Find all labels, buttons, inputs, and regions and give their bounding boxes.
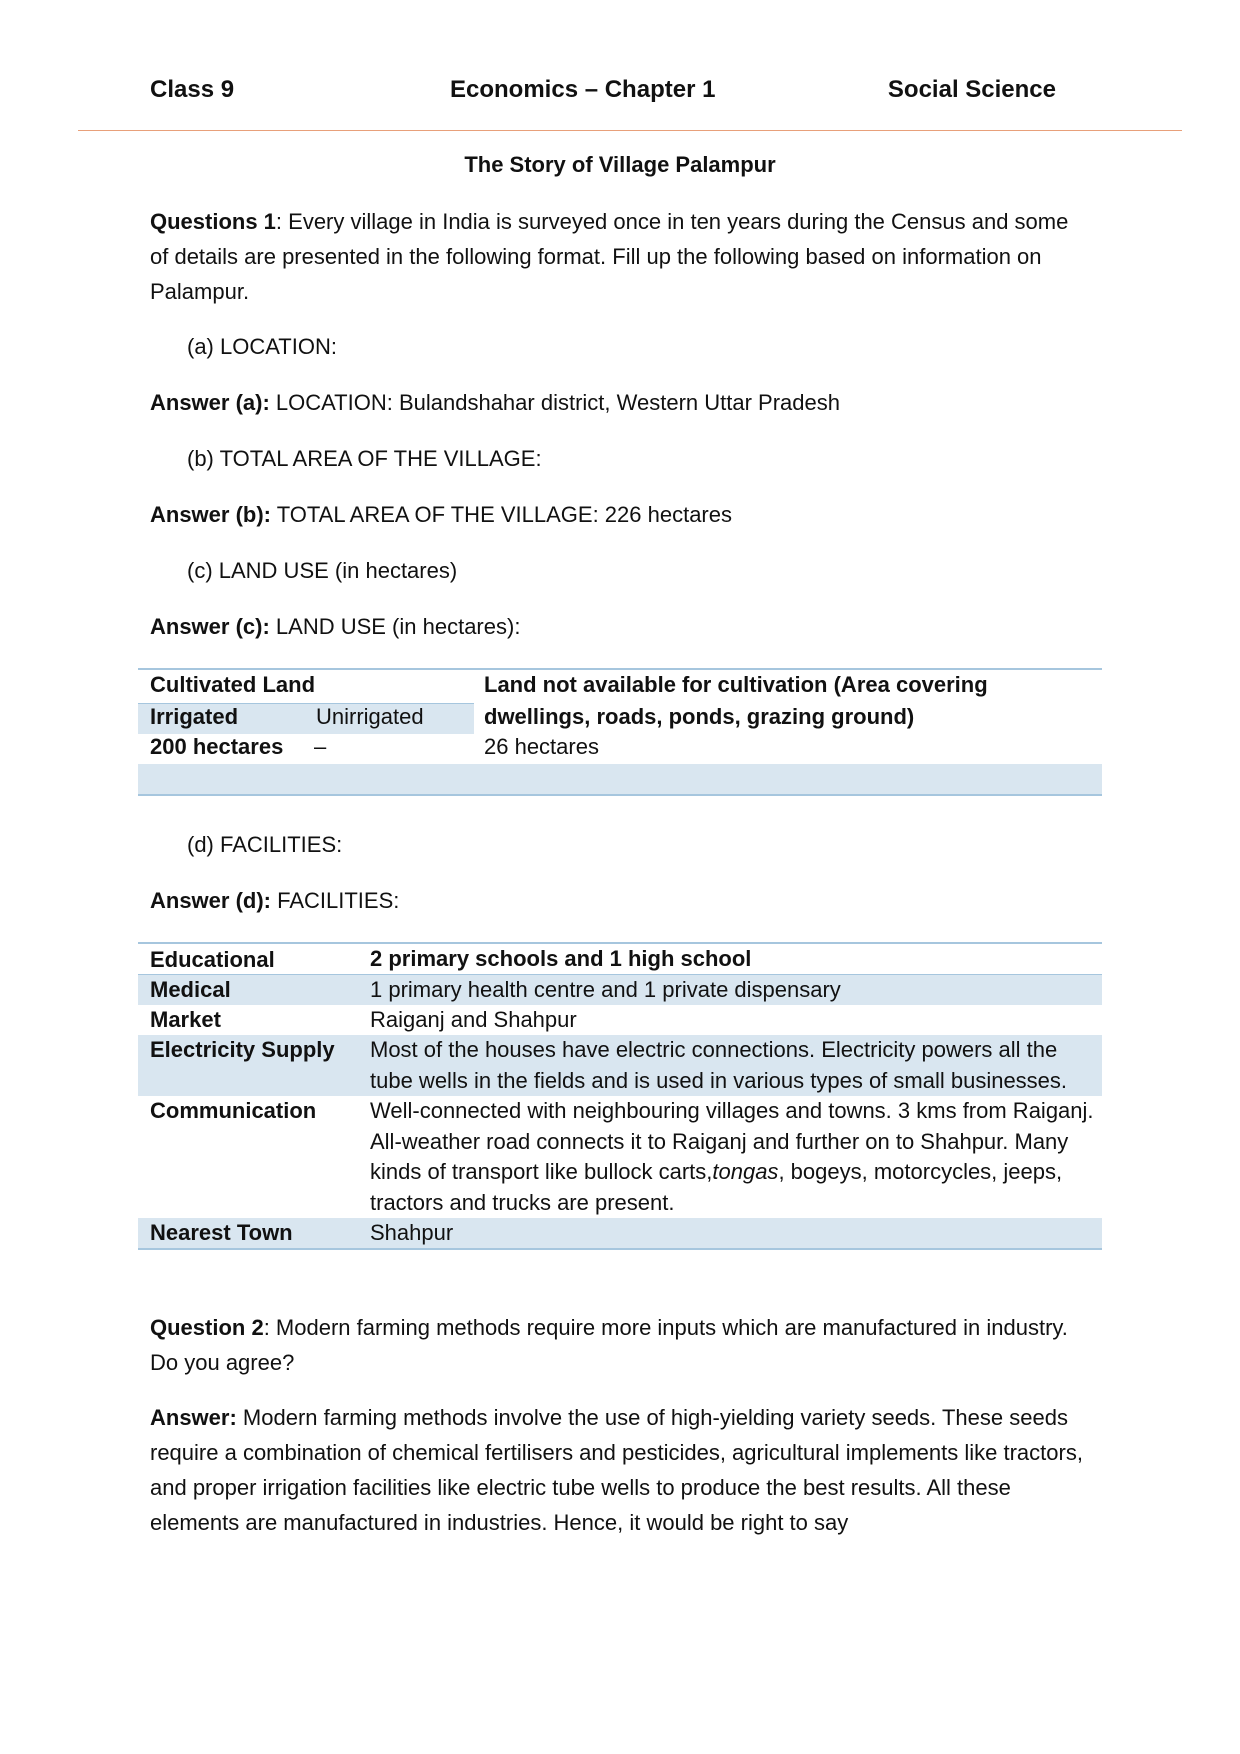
table-row: [138, 1035, 1102, 1096]
page-title: The Story of Village Palampur: [464, 152, 776, 177]
facility-value-part: Well-connected with neighbouring villages and towns. 3 kms from Raiganj. All-weather road connects it to Raiganj and further on to Shahpur. Many kinds of transport like bullock carts,: [370, 1098, 1094, 1184]
table-row: [138, 974, 1102, 1005]
answer-c-text: LAND USE (in hectares):: [269, 614, 521, 639]
facility-value: 1 primary health centre and 1 private dispensary: [370, 977, 841, 1002]
irrigated-value: 200 hectares: [150, 734, 284, 759]
facility-label: Nearest Town: [150, 1220, 293, 1245]
table-row: [138, 1096, 1102, 1218]
answer-d-label: Answer (d):: [150, 888, 271, 913]
header-class: Class 9: [150, 76, 235, 103]
facility-value-part: , bogeys, motorcycles, jeeps, tractors and trucks are present.: [370, 1159, 1063, 1215]
not-available-value: 26 hectares: [484, 734, 599, 759]
header-divider: [78, 130, 1182, 131]
answer-2: [150, 1400, 1090, 1540]
answer-2-text: Modern farming methods involve the use of high-yielding variety seeds. These seeds require a combination of chemical fertilisers and pesticides, agricultural implements like tractors, and proper irrigation facilities like electric tube wells to produce the best results. All these elements are manufactured in industries. Hence, it would be right to say: [150, 1405, 1083, 1535]
not-available-header-line1: Land not available for cultivation (Area covering: [484, 672, 988, 697]
irrigated-header: Irrigated: [150, 704, 239, 729]
answer-c: [150, 609, 1090, 644]
answer-a: [150, 385, 1090, 420]
table-row: [138, 1218, 1102, 1248]
facility-value-italic: tongas: [712, 1159, 779, 1184]
question-2-text: : Modern farming methods require more inputs which are manufactured in industry. Do you agree?: [150, 1315, 1068, 1375]
unirrigated-header: Unirrigated: [316, 704, 424, 729]
land-use-table: [138, 668, 1102, 796]
table-row: [138, 1005, 1102, 1035]
facility-value: Raiganj and Shahpur: [370, 1007, 577, 1032]
answer-d: [150, 883, 1090, 918]
table-bottom-border: [138, 794, 1102, 796]
empty-row-shade: [138, 764, 1102, 794]
table-bottom-border: [138, 1248, 1102, 1250]
header-subject: Social Science: [887, 76, 1056, 103]
item-a: (a) LOCATION:: [187, 334, 337, 359]
facility-value: Most of the houses have electric connections. Electricity powers all the tube wells in the fields and is used in various types of small businesses.: [370, 1037, 1068, 1093]
table-row: [138, 944, 1102, 974]
answer-2-label: Answer:: [150, 1405, 237, 1430]
facility-label: Electricity Supply: [150, 1037, 335, 1062]
answer-d-text: FACILITIES:: [271, 888, 400, 913]
answer-a-text: LOCATION: Bulandshahar district, Western Uttar Pradesh: [269, 390, 840, 415]
header-chapter: Economics – Chapter 1: [450, 76, 716, 103]
facility-value: [370, 1096, 1095, 1218]
answer-b-label: Answer (b):: [150, 502, 271, 527]
unirrigated-value: –: [314, 734, 327, 759]
answer-c-label: Answer (c):: [150, 614, 270, 639]
question-1-text: : Every village in India is surveyed once in ten years during the Census and some of details are presented in the following format. Fill up the following based on information on Palampur.: [150, 209, 1069, 304]
facility-label: Educational: [150, 947, 275, 972]
answer-b-text: TOTAL AREA OF THE VILLAGE: 226 hectares: [271, 502, 732, 527]
question-1-label: Questions 1: [150, 209, 276, 234]
answer-b: [150, 497, 1090, 532]
item-d: (d) FACILITIES:: [187, 832, 343, 857]
facility-label: Market: [150, 1007, 221, 1032]
facility-label: Medical: [150, 977, 231, 1002]
facility-value: Shahpur: [370, 1220, 454, 1245]
page-header: [150, 76, 1056, 108]
not-available-header-line2: dwellings, roads, ponds, grazing ground): [484, 704, 915, 729]
item-b: (b) TOTAL AREA OF THE VILLAGE:: [187, 446, 542, 471]
facility-value: 2 primary schools and 1 high school: [370, 946, 752, 971]
question-2-label: Question 2: [150, 1315, 264, 1340]
table-top-border: [138, 668, 1102, 670]
answer-a-label: Answer (a):: [150, 390, 270, 415]
cultivated-land-header: Cultivated Land: [150, 672, 316, 697]
question-1: [150, 204, 1090, 309]
question-2: [150, 1310, 1090, 1380]
facility-label: Communication: [150, 1098, 317, 1123]
item-c: (c) LAND USE (in hectares): [187, 558, 458, 583]
